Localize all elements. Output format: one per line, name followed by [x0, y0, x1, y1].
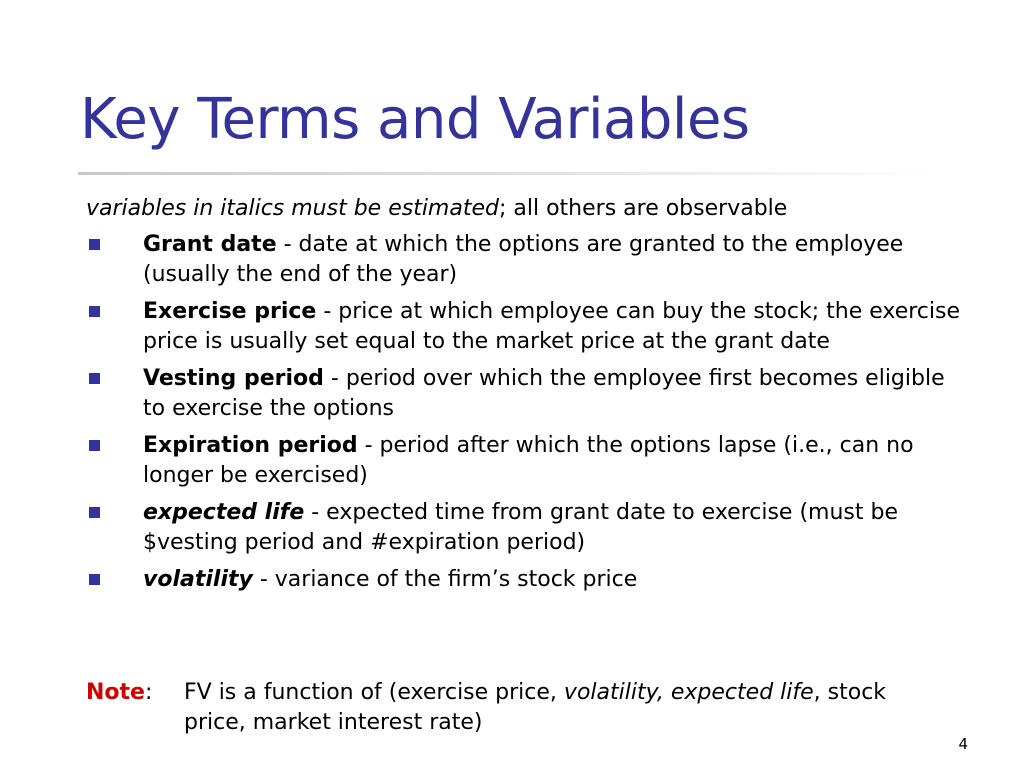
bullet-list: [86, 230, 976, 602]
term-description: - period over which the employee first becomes eligible to exercise the options: [143, 366, 945, 421]
square-bullet-icon: [86, 431, 143, 461]
subtitle: [86, 194, 787, 224]
bullet-text: [143, 498, 973, 558]
square-bullet-icon: [86, 297, 143, 327]
term-label: expected life: [143, 500, 305, 525]
note-text-start: FV is a function of (exercise price,: [184, 680, 564, 705]
term-description: - expected time from grant date to exercise (must be $vesting period and #expiration period): [143, 500, 899, 555]
term-label: volatility: [143, 567, 253, 592]
title-divider: [78, 172, 948, 175]
term-label: Grant date: [143, 232, 277, 257]
slide-title: Key Terms and Variables: [80, 87, 750, 152]
term-description: - variance of the firm’s stock price: [252, 567, 638, 592]
term-label: Exercise price: [143, 299, 317, 324]
bullet-text: [143, 297, 973, 357]
bullet-text: [143, 364, 973, 424]
bullet-text: [143, 230, 973, 290]
bullet-item: [86, 230, 976, 290]
note-colon: :: [144, 680, 153, 705]
term-label: Vesting period: [143, 366, 324, 391]
bullet-item: [86, 297, 976, 357]
subtitle-italic-text: variables in italics must be estimated: [86, 196, 499, 221]
note-text: [184, 678, 944, 738]
square-bullet-icon: [86, 364, 143, 394]
note-text-italic: volatility, expected life: [563, 680, 814, 705]
square-bullet-icon: [86, 230, 143, 260]
bullet-item: [86, 364, 976, 424]
page-number: 4: [958, 735, 968, 753]
term-label: Expiration period: [143, 433, 358, 458]
note-text-end: , stock price, market interest rate): [184, 680, 887, 735]
term-description: - price at which employee can buy the stock; the exercise price is usually set equal to the market price at the grant date: [143, 299, 961, 354]
subtitle-plain-text: ; all others are observable: [498, 196, 788, 221]
bullet-item: [86, 431, 976, 491]
bullet-item: [86, 565, 976, 595]
square-bullet-icon: [86, 498, 143, 528]
bullet-text: [143, 431, 973, 491]
note-block: [86, 678, 966, 738]
square-bullet-icon: [86, 565, 143, 595]
note-label-text: Note: [86, 680, 145, 705]
term-description: - date at which the options are granted to the employee (usually the end of the year): [143, 232, 904, 287]
bullet-text: [143, 565, 973, 595]
note-label: [86, 678, 184, 738]
bullet-item: [86, 498, 976, 558]
term-description: - period after which the options lapse (i.e., can no longer be exercised): [143, 433, 914, 488]
